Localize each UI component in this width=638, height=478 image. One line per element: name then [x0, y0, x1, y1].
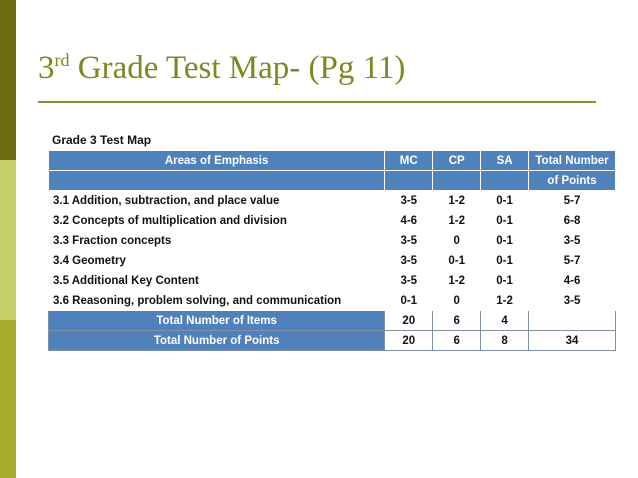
totals-cp: 6	[433, 331, 481, 351]
row-area: 3.2 Concepts of multiplication and division	[49, 211, 385, 231]
row-area: 3.3 Fraction concepts	[49, 231, 385, 251]
accent-bar-middle	[0, 160, 16, 320]
test-map-table	[48, 150, 616, 351]
row-mc: 3-5	[385, 231, 433, 251]
table-caption: Grade 3 Test Map	[52, 133, 152, 147]
totals-label: Total Number of Points	[49, 331, 385, 351]
row-mc: 3-5	[385, 271, 433, 291]
totals-total: 34	[529, 331, 616, 351]
header-mc-cont	[385, 171, 433, 191]
title-divider	[38, 101, 596, 103]
row-mc: 3-5	[385, 191, 433, 211]
table-row	[49, 251, 616, 271]
slide-title	[38, 52, 405, 85]
row-mc: 3-5	[385, 251, 433, 271]
header-sa: SA	[481, 151, 529, 171]
row-cp: 1-2	[433, 211, 481, 231]
totals-sa: 4	[481, 311, 529, 331]
header-sa-cont	[481, 171, 529, 191]
row-cp: 0	[433, 291, 481, 311]
header-total: Total Number	[529, 151, 616, 171]
totals-cp: 6	[433, 311, 481, 331]
header-total-cont: of Points	[529, 171, 616, 191]
row-mc: 0-1	[385, 291, 433, 311]
totals-mc: 20	[385, 311, 433, 331]
row-cp: 1-2	[433, 271, 481, 291]
header-areas: Areas of Emphasis	[49, 151, 385, 171]
row-total: 6-8	[529, 211, 616, 231]
row-total: 5-7	[529, 191, 616, 211]
header-row-2	[49, 171, 616, 191]
row-area: 3.5 Additional Key Content	[49, 271, 385, 291]
header-mc: MC	[385, 151, 433, 171]
totals-label: Total Number of Items	[49, 311, 385, 331]
row-mc: 4-6	[385, 211, 433, 231]
totals-total	[529, 311, 616, 331]
row-area: 3.4 Geometry	[49, 251, 385, 271]
totals-sa: 8	[481, 331, 529, 351]
totals-mc: 20	[385, 331, 433, 351]
header-row	[49, 151, 616, 171]
row-total: 5-7	[529, 251, 616, 271]
row-area: 3.6 Reasoning, problem solving, and communication	[49, 291, 385, 311]
row-cp: 0-1	[433, 251, 481, 271]
title-superscript: rd	[54, 50, 70, 70]
title-rest: Grade Test Map- (Pg 11)	[69, 50, 406, 86]
row-total: 3-5	[529, 291, 616, 311]
accent-bar-top	[0, 0, 16, 160]
accent-bar-bottom	[0, 320, 16, 478]
row-cp: 1-2	[433, 191, 481, 211]
table-row	[49, 271, 616, 291]
totals-row-points	[49, 331, 616, 351]
row-total: 4-6	[529, 271, 616, 291]
title-prefix: 3	[38, 50, 55, 86]
table-row	[49, 211, 616, 231]
totals-row-items	[49, 311, 616, 331]
header-cp-cont	[433, 171, 481, 191]
row-total: 3-5	[529, 231, 616, 251]
row-sa: 0-1	[481, 191, 529, 211]
header-areas-cont	[49, 171, 385, 191]
row-sa: 0-1	[481, 251, 529, 271]
table-row	[49, 291, 616, 311]
table-row	[49, 191, 616, 211]
row-sa: 0-1	[481, 271, 529, 291]
row-sa: 1-2	[481, 291, 529, 311]
row-sa: 0-1	[481, 211, 529, 231]
row-area: 3.1 Addition, subtraction, and place value	[49, 191, 385, 211]
row-cp: 0	[433, 231, 481, 251]
header-cp: CP	[433, 151, 481, 171]
row-sa: 0-1	[481, 231, 529, 251]
table-row	[49, 231, 616, 251]
